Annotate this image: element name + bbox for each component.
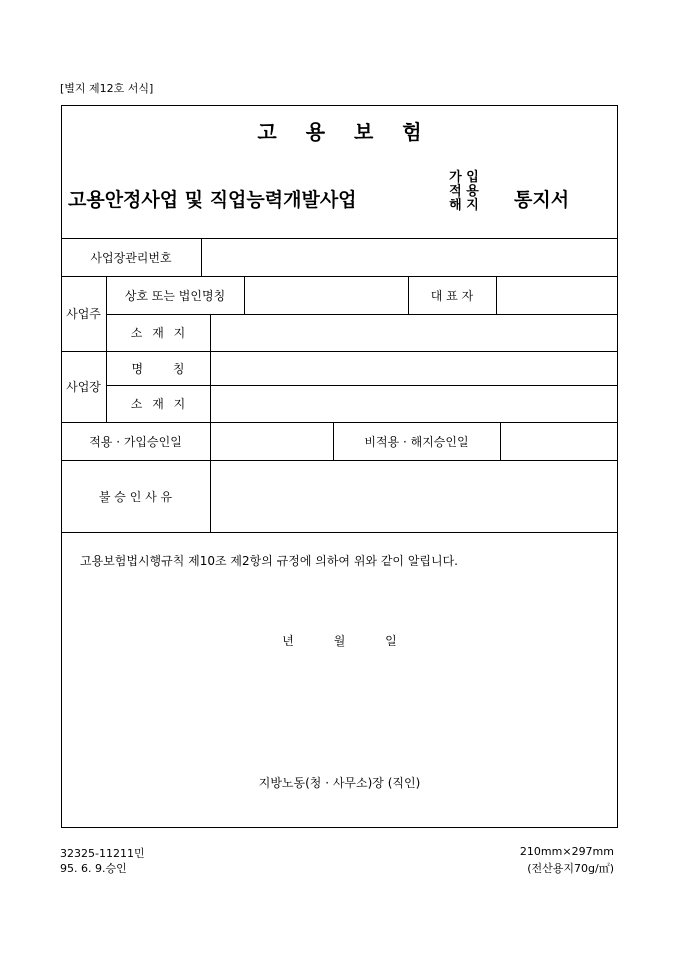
representative-label: 대 표 자 [430, 288, 474, 303]
employer-group-label: 사업주 [66, 307, 101, 321]
date-line: 년 월 일 [282, 633, 397, 648]
employer-address-label: 소 재 지 [130, 326, 186, 340]
footer-code: 32325-11211민 [60, 847, 145, 860]
approval-date-field[interactable] [211, 423, 332, 459]
company-name-field[interactable] [245, 277, 407, 313]
employer-address-field[interactable] [211, 315, 617, 350]
workplace-name-field[interactable] [211, 352, 617, 384]
form-subtitle: 고용안정사업 및 직업능력개발사업 [68, 189, 357, 211]
mgmt-no-field[interactable] [202, 239, 617, 275]
approval-date-label: 적용 · 가입승인일 [89, 434, 182, 449]
rejection-reason-field[interactable] [211, 461, 617, 531]
option-terminate: 해 지 [449, 198, 479, 213]
footer-size: 210mm×297mm [519, 845, 614, 858]
mgmt-no-label: 사업장관리번호 [90, 250, 172, 265]
footer-paper: (전산용지70g/㎡) [527, 862, 614, 875]
issuer-line: 지방노동(청 · 사무소)장 (직인) [258, 775, 421, 790]
form-title: 고 용 보 험 [257, 119, 422, 144]
workplace-group-label: 사업장 [66, 380, 101, 394]
divider [61, 532, 618, 533]
workplace-address-label: 소 재 지 [130, 397, 186, 411]
company-name-label: 상호 또는 법인명칭 [124, 288, 226, 303]
rejection-reason-label: 불 승 인 사 유 [98, 489, 173, 504]
option-join: 가 입 [449, 170, 479, 185]
nonapproval-date-field[interactable] [501, 423, 617, 459]
representative-field[interactable] [497, 277, 617, 313]
footer-approval: 95. 6. 9.승인 [60, 862, 127, 875]
notice-text: 고용보험법시행규칙 제10조 제2항의 규정에 의하여 위와 같이 알립니다. [80, 554, 458, 568]
workplace-address-field[interactable] [211, 386, 617, 421]
form-number: [별지 제12호 서식] [60, 82, 154, 95]
nonapproval-date-label: 비적용 · 해지승인일 [364, 434, 469, 449]
option-apply: 적 용 [449, 184, 479, 199]
workplace-name-label: 명 칭 [131, 361, 185, 376]
type-options [434, 171, 494, 213]
form-title-suffix: 통지서 [514, 189, 570, 211]
